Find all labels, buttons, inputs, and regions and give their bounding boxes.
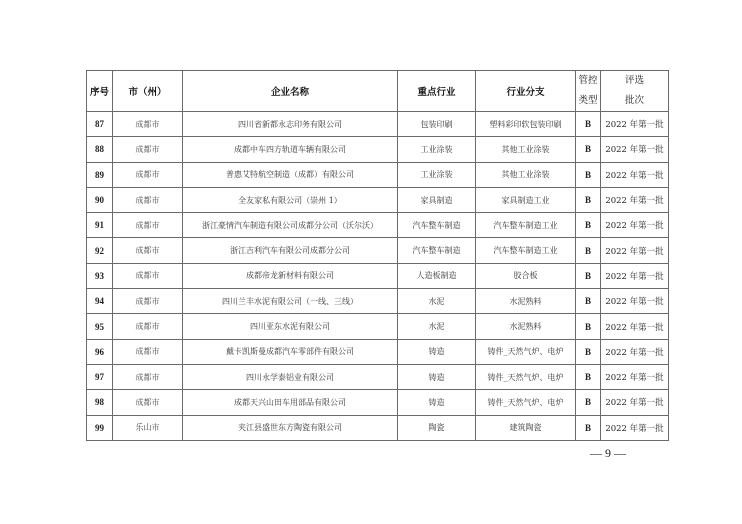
cell-company: 夹江县盛世东方陶瓷有限公司 [183,415,398,440]
cell-industry: 家具制造 [398,187,476,212]
header-branch: 行业分支 [476,71,576,112]
cell-company: 普惠艾特航空制造（成都）有限公司 [183,162,398,187]
cell-company: 浙江吉利汽车有限公司成都分公司 [183,238,398,263]
header-city: 市（州） [113,71,183,112]
header-batch-line2: 批次 [624,95,644,106]
cell-seq: 91 [87,213,113,238]
table-row [87,137,669,162]
header-row [87,71,669,112]
cell-industry: 铸造 [398,390,476,415]
cell-batch: 2022 年第一批 [601,364,669,389]
cell-city: 成都市 [113,187,183,212]
cell-branch: 铸件_天然气炉、电炉 [476,339,576,364]
cell-seq: 87 [87,112,113,137]
cell-company: 四川亚东水泥有限公司 [183,314,398,339]
cell-company: 成都天兴山田车用部品有限公司 [183,390,398,415]
cell-control-type: B [576,238,601,263]
cell-industry: 汽车整车制造 [398,238,476,263]
cell-industry: 工业涂装 [398,162,476,187]
cell-city: 成都市 [113,263,183,288]
cell-seq: 90 [87,187,113,212]
cell-batch: 2022 年第一批 [601,390,669,415]
cell-city: 成都市 [113,213,183,238]
cell-seq: 89 [87,162,113,187]
header-industry: 重点行业 [398,71,476,112]
page-number: — 9 — [590,446,626,460]
cell-seq: 93 [87,263,113,288]
cell-batch: 2022 年第一批 [601,238,669,263]
header-control-type-line2: 类型 [578,95,598,106]
cell-company: 戴卡凯斯曼成都汽车零部件有限公司 [183,339,398,364]
cell-company: 成都中车四方轨道车辆有限公司 [183,137,398,162]
cell-control-type: B [576,137,601,162]
cell-branch: 汽车整车制造工业 [476,238,576,263]
cell-batch: 2022 年第一批 [601,263,669,288]
cell-branch: 其他工业涂装 [476,162,576,187]
cell-branch: 铸件_天然气炉、电炉 [476,390,576,415]
cell-seq: 99 [87,415,113,440]
cell-control-type: B [576,112,601,137]
cell-batch: 2022 年第一批 [601,289,669,314]
header-batch-line1: 评选 [624,75,644,86]
cell-batch: 2022 年第一批 [601,314,669,339]
cell-control-type: B [576,415,601,440]
cell-branch: 塑料彩印软包装印刷 [476,112,576,137]
cell-batch: 2022 年第一批 [601,213,669,238]
cell-industry: 陶瓷 [398,415,476,440]
cell-branch: 胶合板 [476,263,576,288]
table-row [87,314,669,339]
table-row [87,339,669,364]
cell-company: 全友家私有限公司（崇州 1） [183,187,398,212]
table-row [87,263,669,288]
enterprise-table [86,70,669,441]
cell-city: 成都市 [113,339,183,364]
cell-branch: 汽车整车制造工业 [476,213,576,238]
cell-company: 浙江豪情汽车制造有限公司成都分公司（沃尔沃） [183,213,398,238]
cell-industry: 铸造 [398,339,476,364]
cell-branch: 铸件_天然气炉、电炉 [476,364,576,389]
table-row [87,364,669,389]
table-row [87,112,669,137]
cell-batch: 2022 年第一批 [601,339,669,364]
header-company: 企业名称 [183,71,398,112]
cell-control-type: B [576,213,601,238]
cell-branch: 水泥熟料 [476,314,576,339]
table-row [87,415,669,440]
cell-city: 成都市 [113,314,183,339]
cell-control-type: B [576,314,601,339]
cell-branch: 其他工业涂装 [476,137,576,162]
cell-control-type: B [576,390,601,415]
cell-city: 成都市 [113,364,183,389]
cell-control-type: B [576,187,601,212]
cell-seq: 94 [87,289,113,314]
table-row [87,213,669,238]
cell-control-type: B [576,339,601,364]
table-row [87,390,669,415]
table-row [87,187,669,212]
cell-city: 成都市 [113,137,183,162]
cell-seq: 95 [87,314,113,339]
cell-industry: 汽车整车制造 [398,213,476,238]
cell-company: 四川省新都永志印务有限公司 [183,112,398,137]
cell-seq: 97 [87,364,113,389]
cell-control-type: B [576,162,601,187]
cell-branch: 建筑陶瓷 [476,415,576,440]
cell-batch: 2022 年第一批 [601,137,669,162]
cell-batch: 2022 年第一批 [601,415,669,440]
cell-seq: 96 [87,339,113,364]
cell-industry: 人造板制造 [398,263,476,288]
table-row [87,289,669,314]
table-row [87,238,669,263]
cell-batch: 2022 年第一批 [601,112,669,137]
cell-seq: 92 [87,238,113,263]
header-batch [601,71,669,112]
cell-batch: 2022 年第一批 [601,187,669,212]
cell-industry: 水泥 [398,314,476,339]
cell-city: 成都市 [113,112,183,137]
cell-company: 四川永学泰铝业有限公司 [183,364,398,389]
cell-city: 成都市 [113,289,183,314]
header-control-type-line1: 管控 [578,75,598,86]
cell-city: 成都市 [113,162,183,187]
header-seq: 序号 [87,71,113,112]
cell-industry: 铸造 [398,364,476,389]
table-row [87,162,669,187]
cell-city: 乐山市 [113,415,183,440]
cell-industry: 工业涂装 [398,137,476,162]
cell-batch: 2022 年第一批 [601,162,669,187]
cell-control-type: B [576,289,601,314]
cell-seq: 88 [87,137,113,162]
cell-city: 成都市 [113,238,183,263]
header-control-type [576,71,601,112]
cell-company: 四川兰丰水泥有限公司（一线、三线） [183,289,398,314]
cell-control-type: B [576,263,601,288]
cell-branch: 家具制造工业 [476,187,576,212]
cell-city: 成都市 [113,390,183,415]
cell-industry: 水泥 [398,289,476,314]
cell-seq: 98 [87,390,113,415]
cell-control-type: B [576,364,601,389]
cell-industry: 包装印刷 [398,112,476,137]
cell-branch: 水泥熟料 [476,289,576,314]
cell-company: 成都帝龙新材料有限公司 [183,263,398,288]
